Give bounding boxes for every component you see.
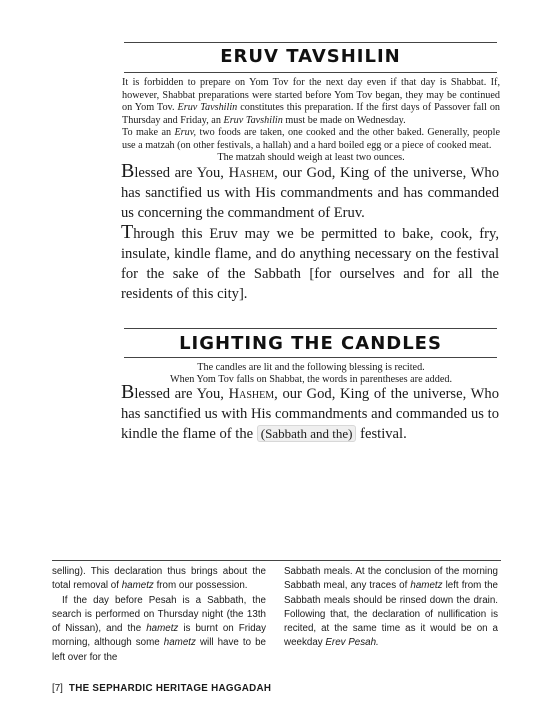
eruv-instruction-2 — [122, 127, 500, 152]
eruv-instruction-1 — [122, 77, 500, 127]
eruv-instruction-2-text: To make an — [122, 127, 175, 138]
candles-blessing — [121, 381, 500, 444]
candles-heading-underline — [124, 357, 497, 358]
commentary-text: If the day before Pesah is a Sabbath, the search is performed on Thursday night (the 13th of Nissan), and the — [52, 594, 266, 635]
top-rule — [124, 42, 497, 43]
commentary-text: Sabbath meals. At the conclusion of the morning Sabbath meal, any traces of — [284, 566, 498, 592]
eruv-instruction-2-text-b: two foods are taken, one cooked and the other baked. Generally, people use a matzah (on other festivals, a hallah) and a hard boiled egg or a piece of cooked meat. — [122, 127, 500, 151]
page-footer — [52, 683, 271, 694]
candles-top-rule — [124, 328, 497, 329]
hametz-term: hametz — [163, 637, 196, 649]
eruv-term: Eruv Tavshilin — [177, 102, 238, 113]
eruv-term-3: Eruv, — [174, 127, 197, 138]
hametz-term: hametz — [410, 580, 443, 592]
eruv-heading-underline — [124, 72, 497, 73]
eruv-blessing — [121, 160, 500, 223]
eruv-blessing-text-b: , our God, King of the universe, Who has sanctified us with His commandments and has commanded us concerning the commandment of Eruv. — [121, 165, 500, 221]
commentary-left-p1 — [52, 565, 266, 594]
hametz-term: hametz — [146, 623, 179, 635]
eruv-declaration-dropcap: T — [121, 221, 134, 243]
candles-blessing-text-c: festival. — [356, 426, 407, 442]
eruv-instruction-1-text: It is forbidden to prepare on Yom Tov for the next day even if that day is Shabbat. If, however, Shabbat preparations were started before Yom Tov began, they may be continued on Yom Tov. — [122, 77, 500, 113]
divine-name: Hashem — [228, 165, 275, 181]
page-number: [7] — [52, 683, 63, 694]
eruv-heading: ERUV TAVSHILIN — [220, 46, 401, 67]
eruv-instruction-1-text-c: must be made on Wednesday. — [282, 114, 406, 126]
commentary-left-column — [52, 565, 266, 665]
book-title: THE SEPHARDIC HERITAGE HAGGADAH — [68, 683, 272, 694]
commentary-rule — [52, 560, 501, 561]
commentary-text: left from the Sabbath meals should be rinsed down the drain. Following that, the declaration of nullification is recited, at the same time as it would be on a weekday — [284, 580, 498, 649]
candles-heading: LIGHTING THE CANDLES — [179, 333, 442, 354]
candles-blessing-text-b: , our God, King of the universe, Who has sanctified us with His commandments and commanded us to kindle the flame of the — [121, 386, 500, 442]
eruv-declaration — [121, 221, 499, 304]
eruv-blessing-text: lessed are You, — [134, 165, 229, 181]
candles-instruction-2: When Yom Tov falls on Shabbat, the words in parentheses are added. — [169, 374, 453, 385]
commentary-right-column — [284, 565, 498, 651]
eruv-blessing-dropcap: B — [121, 160, 135, 182]
commentary-text: will have to be left over for the — [52, 637, 266, 663]
erev-pesah-term: Erev Pesah. — [325, 637, 379, 649]
eruv-term-2: Eruv Tavshilin — [223, 114, 283, 126]
eruv-instruction-3: The matzah should weigh at least two ounces. — [217, 152, 405, 163]
eruv-declaration-text: hrough this Eruv may we be permitted to bake, cook, fry, insulate, kindle flame, and do anything necessary on the festival for the sake of the Sabbath [for ourselves and for all the residents of this city]. — [121, 226, 499, 302]
candles-blessing-text: lessed are You, — [134, 386, 229, 402]
divine-name-2: Hashem — [228, 386, 275, 402]
candles-blessing-dropcap: B — [121, 381, 135, 403]
commentary-left-p2 — [52, 594, 266, 665]
commentary-text: is burnt on Friday morning, although some — [52, 623, 266, 649]
candles-instruction-1: The candles are lit and the following blessing is recited. — [197, 362, 425, 373]
commentary-text: from our possession. — [153, 580, 248, 592]
commentary-right-p1 — [284, 565, 498, 651]
commentary-text: selling). This declaration thus brings about the total removal of — [52, 566, 266, 592]
hametz-term: hametz — [121, 580, 154, 592]
eruv-instruction-1-text-b: constitutes this preparation. If the first days of Passover fall on Thursday and Friday, an — [122, 102, 501, 126]
sabbath-parenthetical: (Sabbath and the) — [257, 425, 357, 442]
